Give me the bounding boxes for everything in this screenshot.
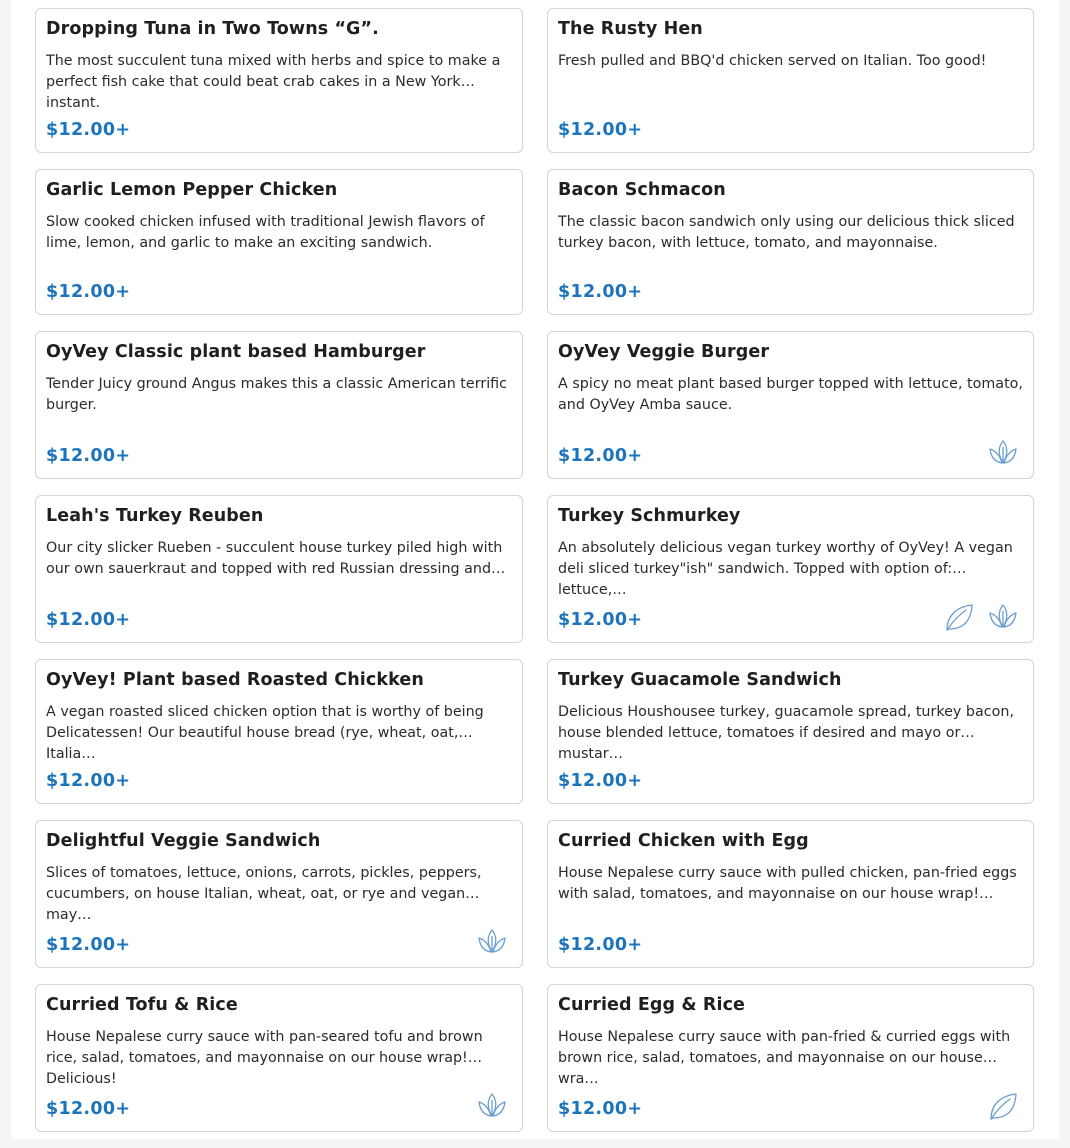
menu-item-price: $12.00+ xyxy=(558,610,643,630)
menu-item-card[interactable] xyxy=(547,984,1034,1132)
menu-item-price: $12.00+ xyxy=(46,771,131,791)
menu-item-description: Slices of tomatoes, lettuce, onions, carrots, pickles, peppers, cucumbers, on house Italian, wheat, oat, or rye and vegan may… xyxy=(46,865,482,923)
menu-item-card[interactable] xyxy=(35,984,523,1132)
vegetarian-icon xyxy=(987,601,1019,633)
menu-item-card[interactable] xyxy=(35,8,523,153)
menu-item-title: Turkey Guacamole Sandwich xyxy=(558,670,842,690)
menu-item-price: $12.00+ xyxy=(558,771,643,791)
menu-item-title: The Rusty Hen xyxy=(558,19,703,39)
menu-item-description: House Nepalese curry sauce with pan-fried & curried eggs with brown rice, salad, tomatoes, and mayonnaise on our house wra… xyxy=(558,1029,1011,1087)
menu-item-title: OyVey Classic plant based Hamburger xyxy=(46,342,426,362)
menu-item-description: An absolutely delicious vegan turkey worthy of OyVey! A vegan deli sliced turkey"ish" sandwich. Topped with option of: lettuce,… xyxy=(558,540,1013,598)
menu-item-description: The classic bacon sandwich only using our delicious thick sliced turkey bacon, with lettuce, tomato, and mayonnaise. xyxy=(558,214,1015,251)
menu-item-title: Bacon Schmacon xyxy=(558,180,726,200)
menu-item-card[interactable] xyxy=(35,820,523,968)
vegetarian-icon xyxy=(987,437,1019,469)
menu-item-description: Tender Juicy ground Angus makes this a classic American terrific burger. xyxy=(46,376,508,413)
menu-item-price: $12.00+ xyxy=(46,120,131,140)
menu-grid xyxy=(35,8,1034,1148)
menu-item-price: $12.00+ xyxy=(46,446,131,466)
menu-item-description: Fresh pulled and BBQ'd chicken served on Italian. Too good! xyxy=(558,53,987,69)
menu-item-description: A vegan roasted sliced chicken option that is worthy of being Delicatessen! Our beautiful house bread (rye, wheat, oat, Italia… xyxy=(46,704,484,762)
menu-item-price: $12.00+ xyxy=(46,282,131,302)
menu-item-description: House Nepalese curry sauce with pulled chicken, pan-fried eggs with salad, tomatoes, and mayonnaise on our house wrap!… xyxy=(558,865,1017,902)
menu-item-title: OyVey Veggie Burger xyxy=(558,342,770,362)
menu-item-card[interactable] xyxy=(547,820,1034,968)
menu-item-title: OyVey! Plant based Roasted Chickken xyxy=(46,670,424,690)
menu-item-description: A spicy no meat plant based burger topped with lettuce, tomato, and OyVey Amba sauce. xyxy=(558,376,1023,413)
menu-item-card[interactable] xyxy=(35,169,523,315)
menu-item-description: Our city slicker Rueben - succulent house turkey piled high with our own sauerkraut and topped with red Russian dressing and… xyxy=(46,540,506,577)
vegetarian-icon xyxy=(476,1090,508,1122)
menu-item-card[interactable] xyxy=(547,331,1034,479)
menu-item-description: Delicious Houshousee turkey, guacamole spread, turkey bacon, house blended lettuce, tomatoes if desired and mayo or mustar… xyxy=(558,704,1014,762)
menu-item-price: $12.00+ xyxy=(46,1099,131,1119)
menu-item-price: $12.00+ xyxy=(558,1099,643,1119)
menu-item-card[interactable] xyxy=(547,495,1034,643)
menu-item-card[interactable] xyxy=(35,331,523,479)
menu-item-card[interactable] xyxy=(547,8,1034,153)
menu-item-card[interactable] xyxy=(35,495,523,643)
menu-item-description: Slow cooked chicken infused with traditional Jewish flavors of lime, lemon, and garlic to make an exciting sandwich. xyxy=(46,214,485,251)
menu-item-price: $12.00+ xyxy=(46,935,131,955)
menu-item-description: The most succulent tuna mixed with herbs and spice to make a perfect fish cake that could beat crab cakes in a New York instant. xyxy=(46,53,501,111)
menu-item-price: $12.00+ xyxy=(558,935,643,955)
menu-item-title: Delightful Veggie Sandwich xyxy=(46,831,321,851)
menu-item-title: Garlic Lemon Pepper Chicken xyxy=(46,180,338,200)
menu-item-card[interactable] xyxy=(35,659,523,804)
menu-item-title: Dropping Tuna in Two Towns “G”. xyxy=(46,19,379,39)
menu-item-title: Curried Chicken with Egg xyxy=(558,831,809,851)
menu-item-card[interactable] xyxy=(547,169,1034,315)
menu-item-title: Curried Egg & Rice xyxy=(558,995,746,1015)
menu-item-description: House Nepalese curry sauce with pan-seared tofu and brown rice, salad, tomatoes, and mayonnaise on our house wrap! Delicious! xyxy=(46,1029,483,1087)
menu-item-price: $12.00+ xyxy=(46,610,131,630)
menu-item-title: Turkey Schmurkey xyxy=(558,506,741,526)
vegan-icon xyxy=(943,601,975,633)
menu-item-title: Leah's Turkey Reuben xyxy=(46,506,264,526)
menu-item-title: Curried Tofu & Rice xyxy=(46,995,238,1015)
menu-item-price: $12.00+ xyxy=(558,120,643,140)
vegetarian-icon xyxy=(476,926,508,958)
menu-item-price: $12.00+ xyxy=(558,282,643,302)
menu-item-card[interactable] xyxy=(547,659,1034,804)
menu-page xyxy=(11,0,1059,1139)
menu-item-price: $12.00+ xyxy=(558,446,643,466)
vegan-icon xyxy=(987,1090,1019,1122)
